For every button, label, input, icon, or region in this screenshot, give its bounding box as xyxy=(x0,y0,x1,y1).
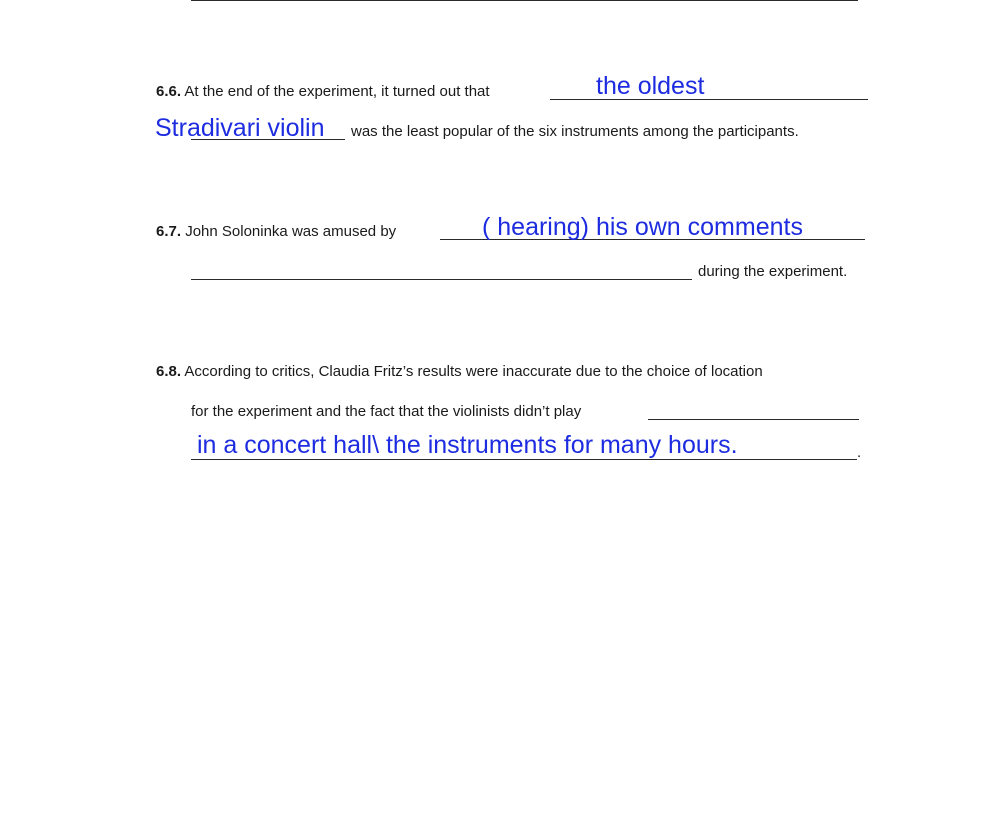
previous-answer-line xyxy=(191,0,858,1)
q68-end-punct: . xyxy=(857,444,862,461)
q68-answer-line-1 xyxy=(648,419,859,420)
q67-answer: ( hearing) his own comments xyxy=(482,213,803,241)
q67-answer-line-2 xyxy=(191,279,692,280)
q68-number: 6.8. xyxy=(156,363,182,380)
q66-number: 6.6. xyxy=(156,83,182,100)
q66-text-before: At the end of the experiment, it turned out that xyxy=(184,83,490,100)
q66-answer-line-2 xyxy=(191,139,345,140)
q66-answer-part1: the oldest xyxy=(596,72,705,100)
q66-text-after: was the least popular of the six instruments among the participants. xyxy=(351,123,799,140)
q67-text-after: during the experiment. xyxy=(698,263,848,280)
q67-line1 xyxy=(156,223,396,241)
q68-text-line2: for the experiment and the fact that the violinists didn’t play xyxy=(191,403,582,420)
q66-answer-part2: Stradivari violin xyxy=(155,114,325,142)
q68-text-line1: According to critics, Claudia Fritz’s results were inaccurate due to the choice of location xyxy=(184,363,763,380)
q68-answer-line-2 xyxy=(191,459,857,460)
q67-number: 6.7. xyxy=(156,223,182,240)
q67-text-before: John Soloninka was amused by xyxy=(185,223,397,240)
q68-line1 xyxy=(156,363,763,381)
q68-answer: in a concert hall\ the instruments for many hours. xyxy=(197,431,738,459)
q66-line1 xyxy=(156,83,490,101)
